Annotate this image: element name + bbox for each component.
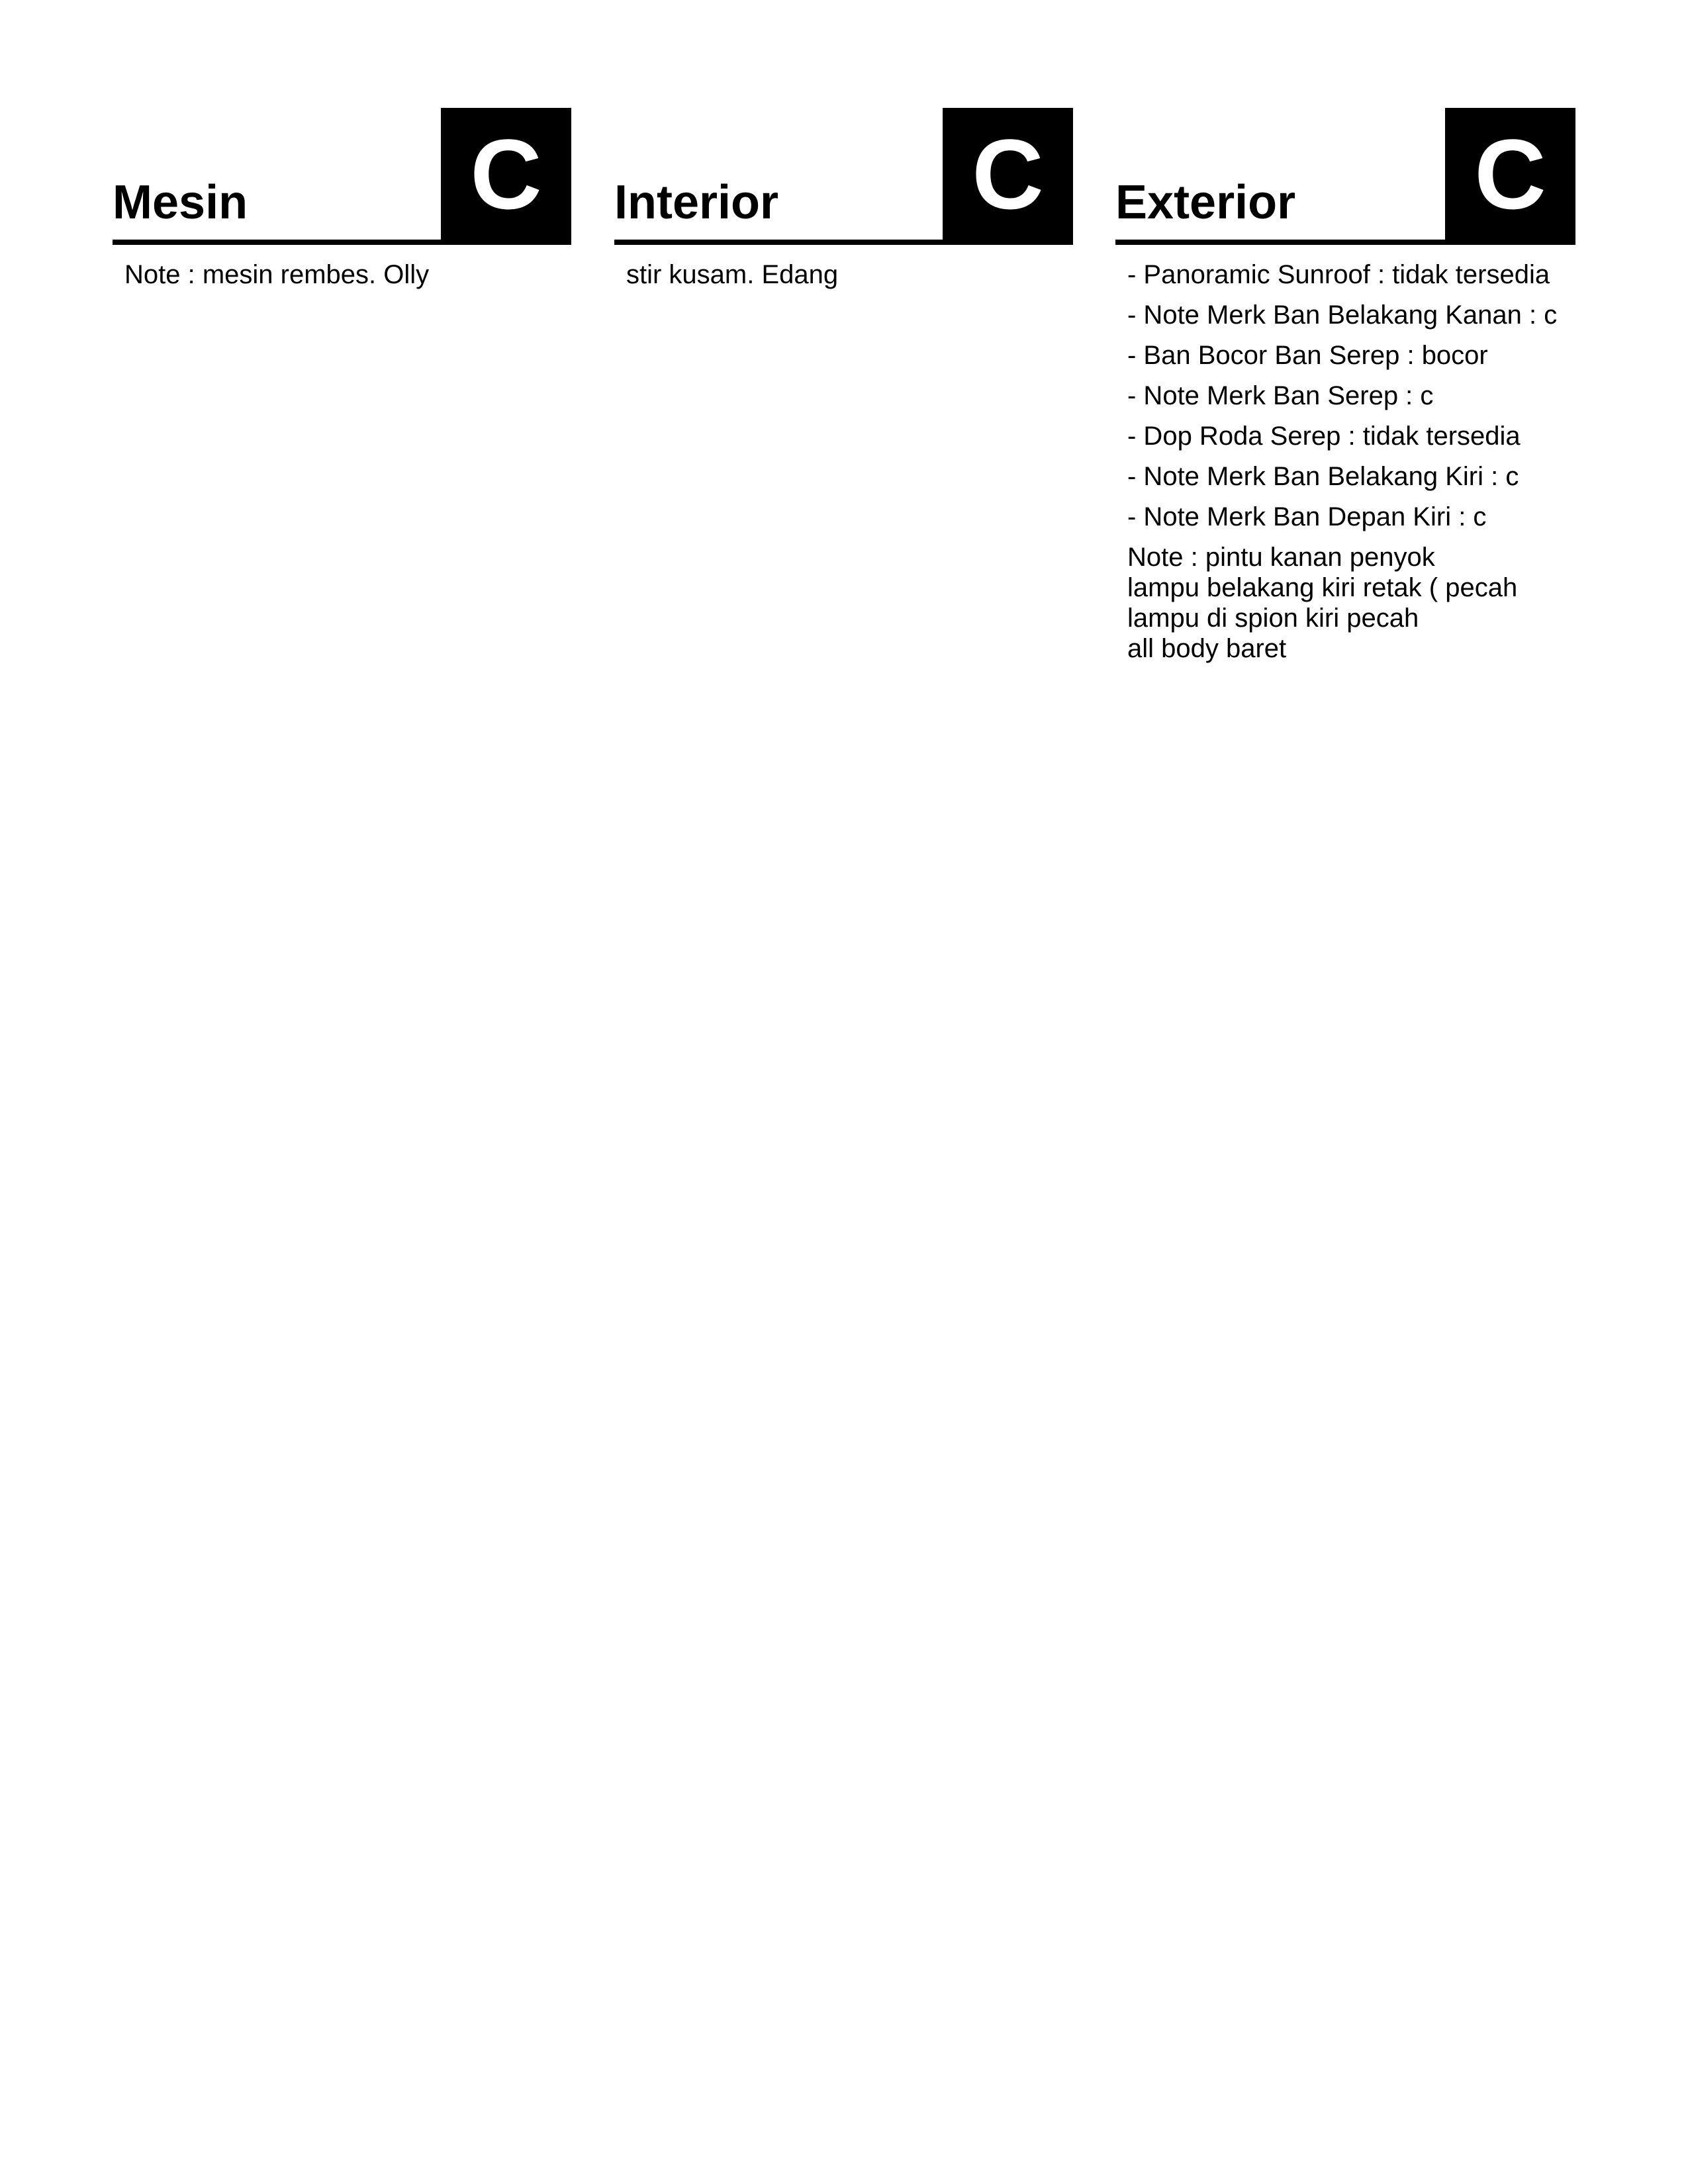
exterior-header	[1115, 108, 1575, 245]
exterior-note-line: lampu di spion kiri pecah	[1127, 604, 1419, 633]
mesin-body	[113, 245, 571, 290]
mesin-header	[113, 108, 571, 245]
interior-body	[614, 245, 1073, 290]
exterior-item: - Note Merk Ban Belakang Kiri : c	[1127, 462, 1519, 491]
interior-title: Interior	[614, 176, 779, 229]
mesin-section	[113, 108, 571, 300]
exterior-note-line: all body baret	[1127, 634, 1287, 663]
exterior-note	[1127, 542, 1564, 664]
mesin-note: Note : mesin rembes. Olly	[124, 260, 430, 289]
interior-note: stir kusam. Edang	[626, 260, 839, 289]
exterior-note-line: Note : pintu kanan penyok	[1127, 543, 1435, 572]
exterior-item: - Dop Roda Serep : tidak tersedia	[1127, 422, 1521, 451]
exterior-item: - Note Merk Ban Depan Kiri : c	[1127, 502, 1487, 531]
exterior-grade-badge: C	[1445, 108, 1575, 245]
interior-section	[614, 108, 1073, 300]
interior-header	[614, 108, 1073, 245]
mesin-title: Mesin	[113, 176, 248, 229]
exterior-item: - Note Merk Ban Serep : c	[1127, 381, 1434, 410]
exterior-body	[1115, 245, 1575, 664]
exterior-title: Exterior	[1115, 176, 1296, 229]
interior-grade-badge: C	[943, 108, 1073, 245]
exterior-item: - Ban Bocor Ban Serep : bocor	[1127, 341, 1488, 370]
exterior-note-line: lampu belakang kiri retak ( pecah	[1127, 573, 1518, 602]
exterior-item: - Note Merk Ban Belakang Kanan : c	[1127, 300, 1558, 330]
exterior-section	[1115, 108, 1575, 664]
mesin-grade-badge: C	[441, 108, 571, 245]
exterior-item: - Panoramic Sunroof : tidak tersedia	[1127, 260, 1550, 289]
